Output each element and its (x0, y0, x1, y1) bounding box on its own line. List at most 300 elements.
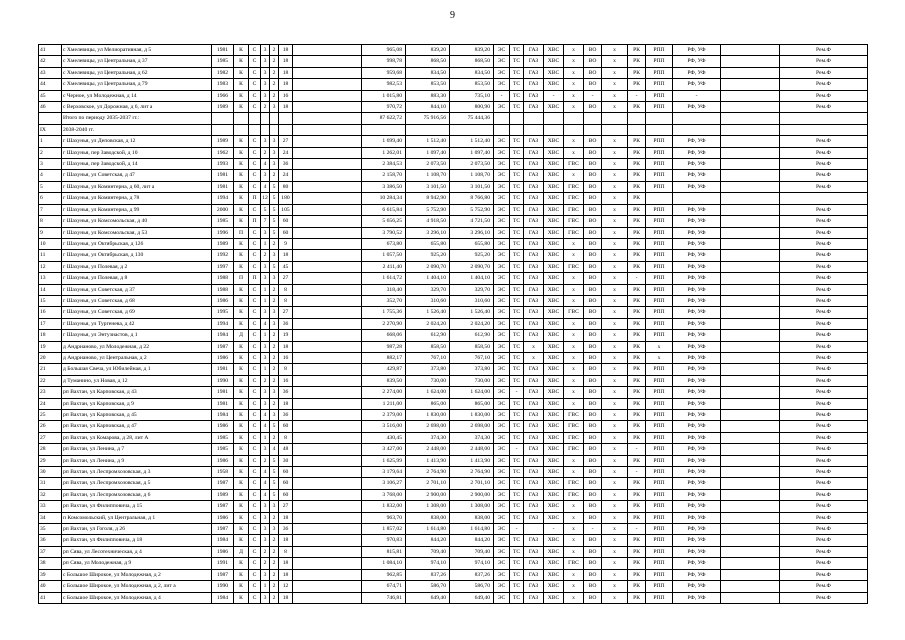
table-cell: ВО (584, 67, 602, 78)
table-cell: ТС (510, 159, 524, 170)
table-cell: 1981 (212, 170, 234, 181)
table-cell: 800,90 (450, 102, 494, 113)
table-cell: х (602, 318, 628, 329)
table-cell: РПП (646, 535, 673, 546)
table-cell: РФ, УФ (673, 375, 721, 386)
table-cell: х (564, 512, 584, 523)
table-cell: 839,50 (362, 375, 406, 386)
table-cell: 2 448,00 (406, 444, 450, 455)
table-cell: Рем.Ф (780, 387, 868, 398)
table-cell (293, 45, 362, 56)
table-cell: С (249, 330, 261, 341)
table-cell: ГАЗ (524, 318, 544, 329)
table-cell: х (564, 45, 584, 56)
table-cell (721, 216, 780, 227)
table-cell: РФ, УФ (673, 581, 721, 592)
table-cell: РК (628, 56, 646, 67)
table-cell: К (234, 455, 249, 466)
table-cell: РК (628, 193, 646, 204)
table-cell: ГАЗ (524, 170, 544, 181)
table-cell: 834,50 (406, 67, 450, 78)
table-cell: ЭС (494, 467, 510, 478)
table-cell (544, 113, 564, 124)
table-cell: ЭС (494, 341, 510, 352)
table-cell: К (234, 432, 249, 443)
table-cell: РПП (646, 307, 673, 318)
table-cell: ВО (584, 398, 602, 409)
table-cell: РК (628, 478, 646, 489)
table-cell: г Шахунья, пер Заводской, д 10 (62, 147, 212, 158)
table-cell: х (564, 581, 584, 592)
table-cell: ГАЗ (524, 501, 544, 512)
table-cell: 60 (279, 421, 293, 432)
table-cell: РК (628, 558, 646, 569)
table-cell: РФ, УФ (673, 250, 721, 261)
table-cell (293, 489, 362, 500)
table-cell (721, 524, 780, 535)
table-cell: 34 (39, 512, 62, 523)
table-cell: С (249, 398, 261, 409)
table-cell (524, 113, 544, 124)
table-cell: х (564, 467, 584, 478)
table-cell: ТС (510, 136, 524, 147)
table-cell: К (234, 238, 249, 249)
table-cell: РПП (646, 159, 673, 170)
table-cell: 962,85 (362, 569, 406, 580)
table-cell: х (564, 330, 584, 341)
table-cell (494, 113, 510, 124)
table-cell: 1981 (212, 181, 234, 192)
table-cell (721, 501, 780, 512)
table-cell: 3 (261, 569, 270, 580)
table-cell: Рем.Ф (780, 478, 868, 489)
table-cell: х (564, 102, 584, 113)
table-cell: С (249, 238, 261, 249)
table-cell: С (249, 147, 261, 158)
table-cell: РК (628, 330, 646, 341)
table-cell: 3 (261, 170, 270, 181)
table-cell: 815,81 (362, 546, 406, 557)
table-cell: 9 (279, 238, 293, 249)
table-cell: х (602, 307, 628, 318)
table-cell: ЭС (494, 204, 510, 215)
table-cell: 3 (261, 45, 270, 56)
table-cell: 1 308,00 (450, 501, 494, 512)
table-cell: РПП (646, 284, 673, 295)
table-cell: ВО (584, 592, 602, 603)
table-cell: 2 (270, 238, 279, 249)
table-cell: ВО (584, 410, 602, 421)
table-cell (780, 193, 868, 204)
table-cell: х (602, 284, 628, 295)
table-cell: х (564, 387, 584, 398)
table-cell: 23 (39, 387, 62, 398)
table-cell: ХВС (544, 410, 564, 421)
table-cell (293, 216, 362, 227)
table-cell: ВО (584, 79, 602, 90)
table-cell: 2 (261, 147, 270, 158)
table-cell: С (249, 284, 261, 295)
table-cell: 27 (39, 432, 62, 443)
table-cell: РК (628, 159, 646, 170)
table-cell: 853,50 (406, 79, 450, 90)
table-cell: 87 622,72 (362, 113, 406, 124)
table-cell (721, 113, 780, 124)
table-cell: 2 (270, 558, 279, 569)
table-cell: Рем.Ф (780, 512, 868, 523)
table-cell: ГАЗ (524, 136, 544, 147)
table-cell: ТС (510, 90, 524, 101)
table-cell: 27 (279, 307, 293, 318)
table-cell: РК (628, 489, 646, 500)
table-row (39, 159, 868, 170)
table-cell: ТС (510, 581, 524, 592)
table-cell: РФ, УФ (673, 147, 721, 158)
table-cell (602, 124, 628, 135)
table-cell: РФ, УФ (673, 410, 721, 421)
table-cell: г Шахунья, ул Полевая, д 8 (62, 273, 212, 284)
table-cell (270, 113, 279, 124)
table-cell: РК (628, 79, 646, 90)
table-cell: 3 (261, 592, 270, 603)
table-cell: 959,68 (362, 67, 406, 78)
table-cell: 1990 (212, 581, 234, 592)
table-cell: ХВС (544, 193, 564, 204)
table-cell: х (564, 90, 584, 101)
table-cell: 1981 (212, 45, 234, 56)
table-row (39, 193, 868, 204)
table-cell (293, 524, 362, 535)
table-cell: Рем.Ф (780, 204, 868, 215)
table-cell: - (628, 273, 646, 284)
table-cell: ЭС (494, 489, 510, 500)
table-cell: ХВС (544, 581, 564, 592)
table-cell (510, 113, 524, 124)
table-cell: ХВС (544, 181, 564, 192)
table-cell: ЭС (494, 375, 510, 386)
table-cell (721, 455, 780, 466)
table-cell: 10 284,34 (362, 193, 406, 204)
table-cell (234, 124, 249, 135)
table-cell: 3 179,64 (362, 467, 406, 478)
table-cell: 2 (270, 67, 279, 78)
table-cell: РФ, УФ (673, 352, 721, 363)
table-cell: 974,10 (450, 558, 494, 569)
table-cell (721, 375, 780, 386)
table-cell: К (234, 56, 249, 67)
table-cell: 2 073,50 (450, 159, 494, 170)
table-cell: 1 (261, 295, 270, 306)
table-cell: 2 900,00 (450, 489, 494, 500)
table-cell: х (602, 455, 628, 466)
table-cell: 673,80 (362, 238, 406, 249)
table-row (39, 330, 868, 341)
table-cell: К (234, 512, 249, 523)
table-cell: РФ, УФ (673, 159, 721, 170)
table-cell: К (234, 67, 249, 78)
table-cell: 2 764,90 (406, 467, 450, 478)
table-cell: ТС (510, 569, 524, 580)
table-cell: г Шахунья, ул Комсомольская, д 53 (62, 227, 212, 238)
table-cell: С (249, 489, 261, 500)
table-cell: 2 (270, 341, 279, 352)
table-cell: 2 (270, 352, 279, 363)
table-cell: 2 (270, 90, 279, 101)
table-cell: 21 (39, 364, 62, 375)
table-cell: ЭС (494, 581, 510, 592)
table-cell (721, 318, 780, 329)
table-cell: П (234, 273, 249, 284)
table-cell: 1996 (212, 227, 234, 238)
table-cell: ВО (584, 444, 602, 455)
table-cell: РК (628, 341, 646, 352)
table-cell: РК (628, 227, 646, 238)
table-cell: 8 (39, 216, 62, 227)
table-cell: К (234, 136, 249, 147)
table-cell: 925,20 (450, 250, 494, 261)
table-cell: 2 (270, 581, 279, 592)
table-cell: г Шахунья, ул Энтузиастов, д 1 (62, 330, 212, 341)
table-cell: Рем.Ф (780, 45, 868, 56)
table-cell: 1958 (212, 467, 234, 478)
table-cell (721, 147, 780, 158)
table-cell (721, 159, 780, 170)
table-cell: 3 768,00 (362, 489, 406, 500)
table-cell: ЭС (494, 79, 510, 90)
table-cell: К (234, 535, 249, 546)
table-cell: ХВС (544, 147, 564, 158)
table-cell: 26 (39, 421, 62, 432)
table-cell: 24 (39, 398, 62, 409)
table-row (39, 558, 868, 569)
table-cell: ВО (584, 181, 602, 192)
table-cell: х (602, 181, 628, 192)
table-cell (293, 307, 362, 318)
table-cell: 318,40 (362, 284, 406, 295)
table-cell: Рем.Ф (780, 56, 868, 67)
table-cell: 2 (261, 546, 270, 557)
table-cell: ХВС (544, 330, 564, 341)
page-number: 9 (450, 10, 455, 21)
table-cell (494, 124, 510, 135)
table-cell: х (602, 90, 628, 101)
table-cell: 3 (261, 227, 270, 238)
table-cell: РК (628, 136, 646, 147)
table-cell: 3 (261, 387, 270, 398)
table-cell: РФ, УФ (673, 364, 721, 375)
table-cell: ВО (584, 250, 602, 261)
table-cell: 1 413,90 (406, 455, 450, 466)
table-cell (721, 273, 780, 284)
table-cell (261, 124, 270, 135)
table-cell: ТС (510, 558, 524, 569)
table-cell: РПП (646, 90, 673, 101)
table-cell (721, 56, 780, 67)
table-cell: Рем.Ф (780, 147, 868, 158)
table-cell: с Черное, ул Молодежная, д 14 (62, 90, 212, 101)
table-cell: с Хмелевицы, ул Центральная, д 62 (62, 67, 212, 78)
table-cell: ЭС (494, 56, 510, 67)
table-cell: - (544, 90, 564, 101)
table-cell: 19 (279, 330, 293, 341)
table-cell: ГАЗ (524, 147, 544, 158)
table-cell: ГВС (564, 432, 584, 443)
table-cell: Рем.Ф (780, 546, 868, 557)
table-cell: 2 701,10 (406, 478, 450, 489)
table-cell: г Шахунья, ул Октябрьская, д 130 (62, 250, 212, 261)
table-cell: ГАЗ (524, 387, 544, 398)
table-cell (293, 147, 362, 158)
table-cell: РПП (646, 524, 673, 535)
table-cell: ГАЗ (524, 375, 544, 386)
table-cell (721, 581, 780, 592)
table-cell: 430,45 (362, 432, 406, 443)
table-cell: К (234, 295, 249, 306)
table-cell: 3 (270, 387, 279, 398)
table-cell: РК (628, 238, 646, 249)
table-cell: С (249, 535, 261, 546)
table-cell: Рем.Ф (780, 501, 868, 512)
table-cell: х (602, 102, 628, 113)
table-cell: Рем.Ф (780, 455, 868, 466)
table-cell: 1 057,50 (362, 250, 406, 261)
table-cell: ГАЗ (524, 421, 544, 432)
table-cell: 75 444,36 (450, 113, 494, 124)
table-cell: ВО (584, 284, 602, 295)
table-cell: г Шахунья, ул Коминтерна, д 60, лит а (62, 181, 212, 192)
table-cell: РФ, УФ (673, 216, 721, 227)
table-cell: ГАЗ (524, 489, 544, 500)
table-row (39, 67, 868, 78)
table-cell: 4 918,50 (406, 216, 450, 227)
table-cell: 2 (270, 432, 279, 443)
table-cell: д Андрианово, ул Молодежная, д 22 (62, 341, 212, 352)
table-cell: х (564, 569, 584, 580)
table-cell: К (234, 364, 249, 375)
table-cell: РФ, УФ (673, 295, 721, 306)
table-cell: 1 614,72 (362, 273, 406, 284)
table-cell (249, 124, 261, 135)
table-cell: РПП (646, 546, 673, 557)
table-cell (212, 124, 234, 135)
table-cell: 3 (261, 352, 270, 363)
table-cell: РПП (646, 432, 673, 443)
table-cell: 60 (279, 489, 293, 500)
table-cell: РК (628, 421, 646, 432)
table-cell: РФ, УФ (673, 284, 721, 295)
table-cell: 1986 (212, 546, 234, 557)
table-cell: ЭС (494, 45, 510, 56)
table-cell: 5 752,90 (450, 204, 494, 215)
table-cell: 837,26 (406, 569, 450, 580)
table-cell: 32 (39, 489, 62, 500)
table-cell: ЭС (494, 102, 510, 113)
table-cell: 20 (39, 352, 62, 363)
table-cell (293, 193, 362, 204)
table-cell: 586,70 (406, 581, 450, 592)
table-cell: ЭС (494, 330, 510, 341)
table-cell: ЭС (494, 398, 510, 409)
table-cell: - (584, 90, 602, 101)
table-cell: 310,60 (406, 295, 450, 306)
table-cell (293, 341, 362, 352)
table-cell (721, 592, 780, 603)
table-cell (721, 181, 780, 192)
table-cell: ГАЗ (524, 273, 544, 284)
table-cell: 3 (270, 524, 279, 535)
table-cell: ТС (510, 307, 524, 318)
table-cell (293, 592, 362, 603)
table-cell: 1983 (212, 79, 234, 90)
table-cell: 22 (39, 375, 62, 386)
table-cell: ВО (584, 546, 602, 557)
table-cell: С (249, 444, 261, 455)
table-cell: ГАЗ (524, 159, 544, 170)
table-cell: х (602, 170, 628, 181)
table-cell: РК (628, 569, 646, 580)
table-cell: 31 (39, 478, 62, 489)
table-cell: 5 (270, 193, 279, 204)
table-row (39, 546, 868, 557)
table-cell: ГАЗ (524, 364, 544, 375)
table-cell (293, 295, 362, 306)
table-cell: 1 699,40 (362, 136, 406, 147)
table-cell: Рем.Ф (780, 284, 868, 295)
table-cell: Рем.Ф (780, 558, 868, 569)
table-cell: х (564, 238, 584, 249)
table-cell: 2 158,70 (362, 170, 406, 181)
table-cell: х (646, 352, 673, 363)
table-cell: г Шахунья, ул Октябрьская, д 126 (62, 238, 212, 249)
table-cell: ГАЗ (524, 569, 544, 580)
table-cell: РК (628, 546, 646, 557)
table-cell: Рем.Ф (780, 170, 868, 181)
table-cell: ХВС (544, 467, 564, 478)
table-cell: 853,50 (450, 79, 494, 90)
table-cell: ГАЗ (524, 261, 544, 272)
table-cell: РФ, УФ (673, 238, 721, 249)
table-cell: ГАЗ (524, 227, 544, 238)
table-cell: 3 (261, 307, 270, 318)
table-cell: ТС (510, 284, 524, 295)
table-cell: - (628, 524, 646, 535)
table-cell: РК (628, 410, 646, 421)
table-cell (646, 124, 673, 135)
table-cell: 1981 (212, 398, 234, 409)
table-cell: Рем.Ф (780, 569, 868, 580)
table-cell: ХВС (544, 56, 564, 67)
table-cell: 655,80 (450, 238, 494, 249)
table-cell: 16 (279, 375, 293, 386)
table-cell: РПП (646, 56, 673, 67)
table-cell (293, 124, 362, 135)
table-cell: ГВС (564, 227, 584, 238)
table-cell: 1 512,40 (450, 136, 494, 147)
table-row (39, 273, 868, 284)
table-cell: г Шахунья, пер Заводской, д 14 (62, 159, 212, 170)
table-cell: 3 (270, 273, 279, 284)
table-cell (544, 124, 564, 135)
table-cell: С (249, 524, 261, 535)
table-cell: РПП (646, 592, 673, 603)
table-cell: К (234, 592, 249, 603)
table-cell (721, 67, 780, 78)
table-cell: 3 (270, 501, 279, 512)
table-cell: х (564, 341, 584, 352)
table-cell (721, 45, 780, 56)
table-cell: 1 262,01 (362, 147, 406, 158)
table-cell: 3 (261, 341, 270, 352)
